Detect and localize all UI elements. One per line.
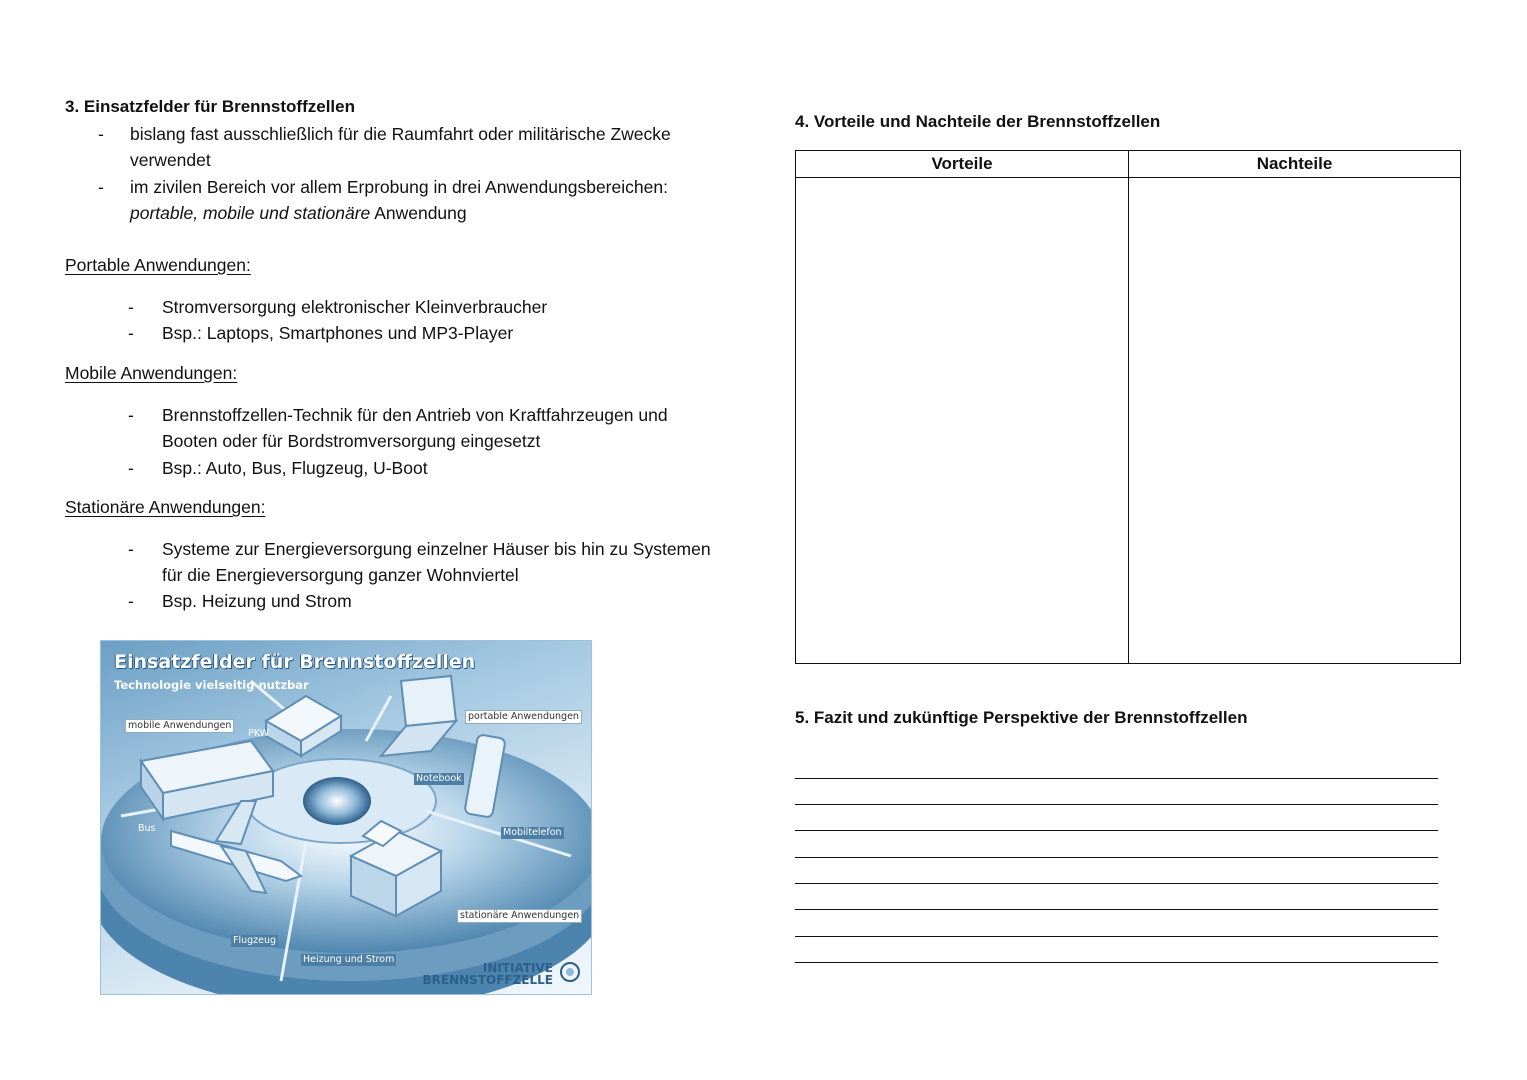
header-nachteile: Nachteile: [1256, 154, 1333, 173]
label-mobile: mobile Anwendungen: [125, 719, 234, 733]
bullet-1-line-1: bislang fast ausschließlich für die Raumfahrt oder militärische Zwecke: [130, 124, 671, 144]
portable-heading: Portable Anwendungen:: [65, 255, 251, 275]
mobile-item-1-line-1: Brennstoffzellen-Technik für den Antrieb von Kraftfahrzeugen und: [162, 405, 668, 425]
bullet-2-rest: Anwendung: [370, 203, 467, 223]
label-notebook: Notebook: [416, 773, 462, 784]
bullet-dash: -: [128, 539, 134, 559]
label-stationaer: stationäre Anwendungen: [457, 909, 582, 923]
vorteile-cell[interactable]: [796, 178, 1127, 663]
bullet-dash: -: [98, 124, 104, 144]
illustration-title: Einsatzfelder für Brennstoffzellen: [114, 651, 476, 673]
mobile-heading: Mobile Anwendungen:: [65, 363, 238, 383]
portable-item-1: Stromversorgung elektronischer Kleinverbraucher: [162, 297, 548, 317]
logo-line-2: BRENNSTOFFZELLE: [422, 973, 553, 987]
mobile-item-2: Bsp.: Auto, Bus, Flugzeug, U-Boot: [162, 458, 428, 478]
illustration-subtitle: Technologie vielseitig nutzbar: [114, 678, 309, 692]
pros-cons-table: [795, 150, 1461, 664]
label-portable: portable Anwendungen: [465, 710, 582, 724]
writing-line[interactable]: [795, 778, 1438, 779]
stationary-heading: Stationäre Anwendungen:: [65, 497, 266, 517]
writing-line[interactable]: [795, 804, 1438, 805]
bullet-dash: -: [98, 177, 104, 197]
section-5-title: 5. Fazit und zukünftige Perspektive der Brennstoffzellen: [795, 708, 1248, 727]
mobile-item-1-line-2: Booten oder für Bordstromversorgung eingesetzt: [162, 431, 541, 451]
portable-item-2: Bsp.: Laptops, Smartphones und MP3-Player: [162, 323, 514, 343]
bullet-dash: -: [128, 297, 134, 317]
bullet-dash: -: [128, 591, 134, 611]
writing-line[interactable]: [795, 936, 1438, 937]
nachteile-cell[interactable]: [1130, 178, 1460, 663]
bullet-2-line-2: [130, 200, 467, 227]
bullet-dash: -: [128, 458, 134, 478]
fuel-cell-applications-illustration: [100, 640, 592, 995]
logo-text: [423, 962, 553, 986]
writing-line[interactable]: [795, 909, 1438, 910]
label-mobiltelefon: Mobiltelefon: [503, 827, 562, 838]
bullet-2-line-1: im zivilen Bereich vor allem Erprobung in drei Anwendungsbereichen:: [130, 177, 668, 197]
label-heizung: Heizung und Strom: [303, 954, 395, 965]
writing-line[interactable]: [795, 857, 1438, 858]
writing-line[interactable]: [795, 830, 1438, 831]
logo-line-1: INITIATIVE: [482, 961, 553, 975]
section-3-title: 3. Einsatzfelder für Brennstoffzellen: [65, 97, 355, 116]
stationary-item-2: Bsp. Heizung und Strom: [162, 591, 352, 611]
section-4-title: 4. Vorteile und Nachteile der Brennstoffzellen: [795, 112, 1161, 131]
stationary-item-1-line-1: Systeme zur Energieversorgung einzelner Häuser bis hin zu Systemen: [162, 539, 711, 559]
label-bus: Bus: [138, 823, 156, 834]
stationary-item-1-line-2: für die Energieversorgung ganzer Wohnviertel: [162, 565, 519, 585]
bullet-dash: -: [128, 323, 134, 343]
header-vorteile: Vorteile: [931, 154, 993, 173]
bullet-dash: -: [128, 405, 134, 425]
writing-line[interactable]: [795, 883, 1438, 884]
bullet-1-line-2: verwendet: [130, 150, 211, 170]
label-flugzeug: Flugzeug: [233, 935, 277, 946]
illustration-graphic: [101, 641, 592, 995]
column-divider: [1128, 151, 1129, 663]
writing-line[interactable]: [795, 962, 1438, 963]
bullet-2-italic: portable, mobile und stationäre: [130, 203, 371, 223]
label-pkw: PKW: [248, 728, 270, 739]
